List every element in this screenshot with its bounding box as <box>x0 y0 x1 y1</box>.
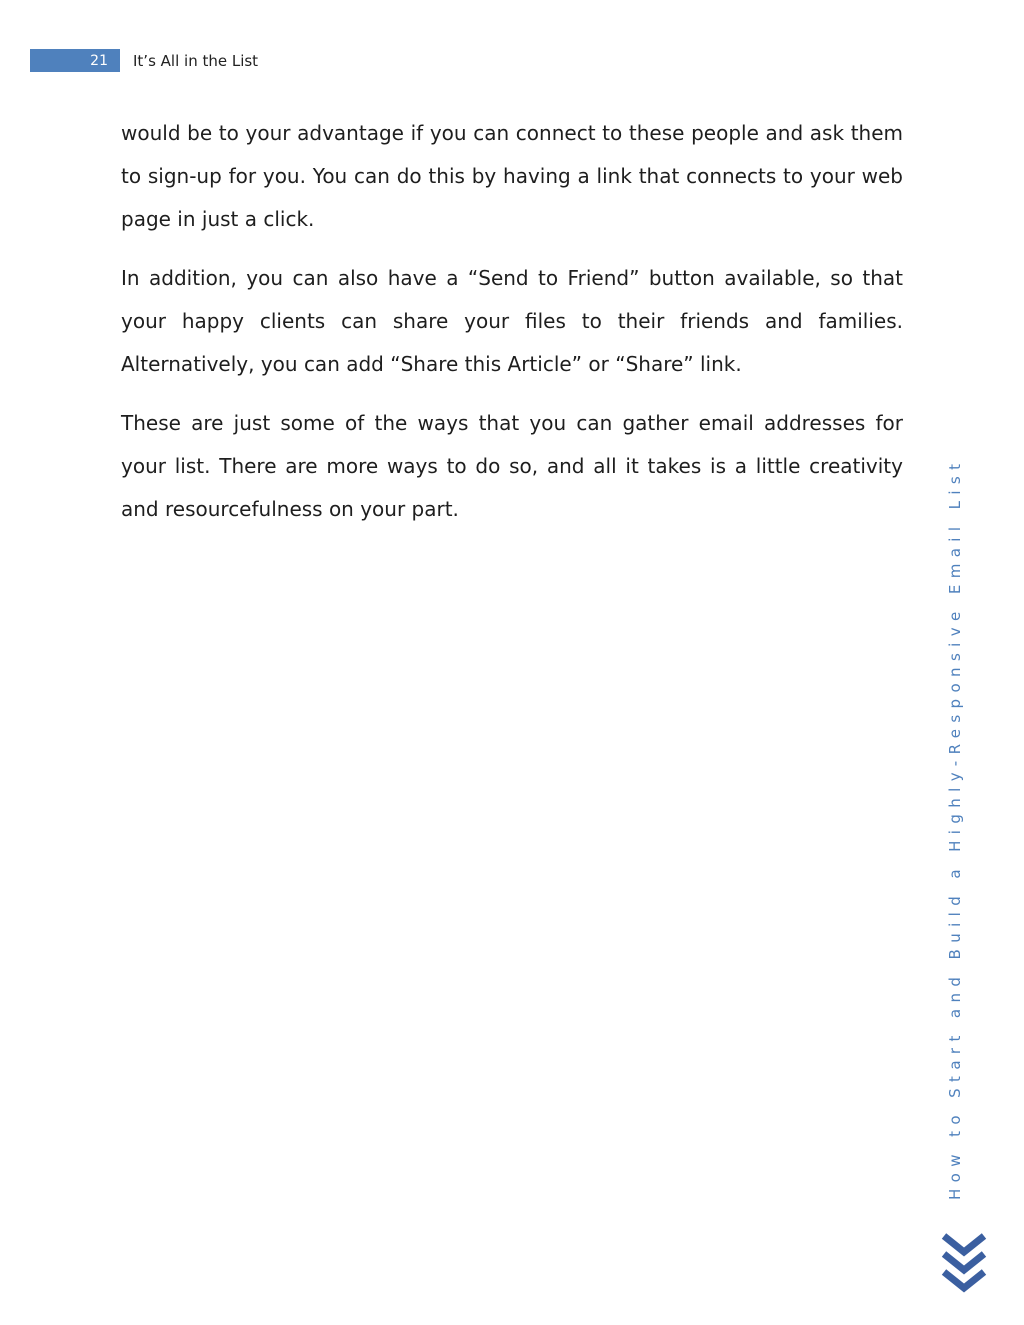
side-book-title-text: How to Start and Build a Highly-Responsive Email List <box>946 457 964 1200</box>
body-text <box>121 112 903 547</box>
chapter-title: It’s All in the List <box>133 51 259 70</box>
page-number: 21 <box>30 49 120 72</box>
page-header <box>30 49 258 72</box>
paragraph: In addition, you can also have a “Send to Friend” button available, so that your happy clients can share your files to their friends and families. Alternatively, you can add “Share this Article” or “Share” link. <box>121 266 903 376</box>
triple-chevron-down-icon <box>940 1232 988 1296</box>
paragraph: would be to your advantage if you can connect to these people and ask them to sign-up for you. You can do this by having a link that connects to your web page in just a click. <box>121 121 903 231</box>
paragraph: These are just some of the ways that you can gather email addresses for your list. There are more ways to do so, and all it takes is a little creativity and resourcefulness on your part. <box>121 411 903 521</box>
